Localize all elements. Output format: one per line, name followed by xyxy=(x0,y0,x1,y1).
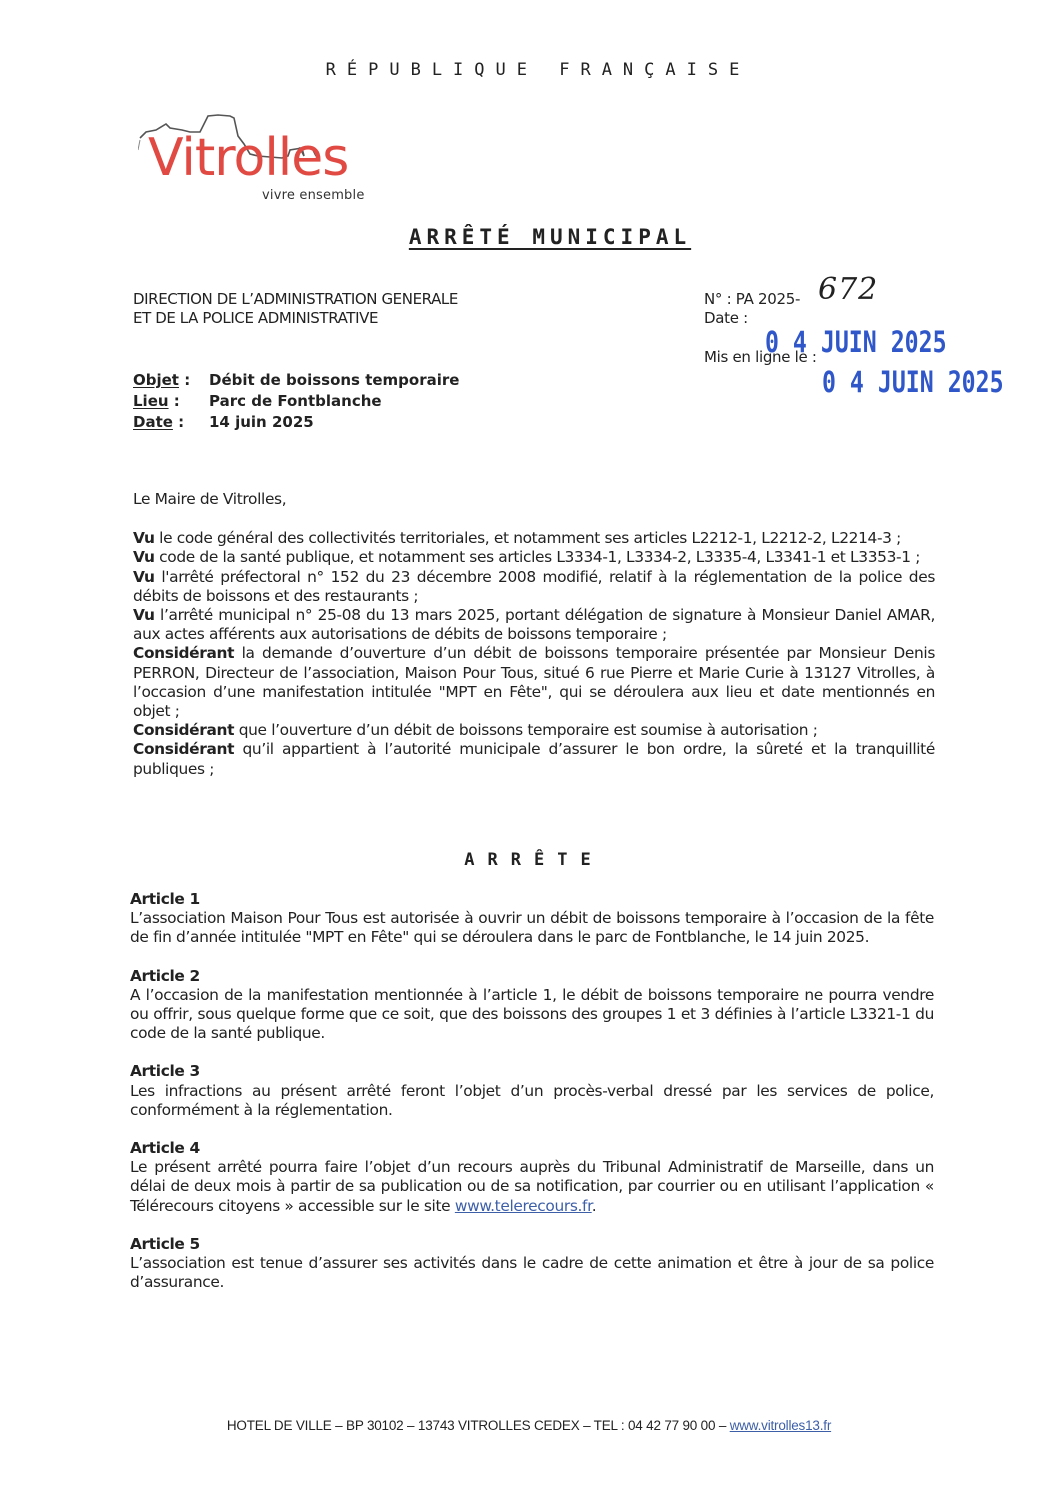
document-title xyxy=(0,225,1058,249)
article-3 xyxy=(130,1062,934,1120)
article-text-body: Le présent arrêté pourra faire l’objet d’un recours auprès du Tribunal Administratif de Marseille, dans un délai de deux mois à partir de sa publication ou de sa notification, par courrier ou en utilisant l’application « Télérecours citoyens » accessible sur le site xyxy=(130,1158,934,1215)
preamble-item xyxy=(133,606,935,644)
article-text: A l’occasion de la manifestation mentionnée à l’article 1, le débit de boissons temporaire ne pourra vendre ou offrir, sous quelque forme que ce soit, que des boissons des groupes 1 et 3 définies à l’article L3321-1 du code de la santé publique. xyxy=(130,985,934,1043)
preamble-item xyxy=(133,568,935,606)
online-date-label: Mis en ligne le : xyxy=(704,348,817,366)
online-date-stamp: 0 4 JUIN 2025 xyxy=(822,365,1004,399)
preamble-item xyxy=(133,548,935,567)
preamble-lead: Vu xyxy=(133,529,155,548)
republique-francaise-heading: RÉPUBLIQUE FRANÇAISE xyxy=(325,60,751,80)
direction-line-1: DIRECTION DE L’ADMINISTRATION GENERALE xyxy=(133,290,458,308)
article-4 xyxy=(130,1139,934,1216)
vitrolles-website-link[interactable]: www.vitrolles13.fr xyxy=(729,1418,832,1433)
handwritten-number: 672 xyxy=(818,272,879,307)
article-text: Les infractions au présent arrêté feront l’objet d’un procès-verbal dressé par les services de police, conformément à la réglementation. xyxy=(130,1081,934,1119)
preamble-text: le code général des collectivités territoriales, et notamment ses articles L2212-1, L2212-2, L2214-3 ; xyxy=(154,529,901,548)
lieu-value: Parc de Fontblanche xyxy=(209,392,382,410)
article-5 xyxy=(130,1235,934,1293)
date-stamp: 0 4 JUIN 2025 xyxy=(765,325,947,359)
reference-block xyxy=(704,290,800,328)
preamble-text: la demande d’ouverture d’un débit de boissons temporaire présentée par Monsieur Denis PERRON, Directeur de l’association, Maison Pour Tous, situé 6 rue Pierre et Marie Curie à 13127 Vitrolles, à l’occasion d’une manifestation intitulée "MPT en Fête", qui se déroulera aux lieu et date mentionnés en objet ; xyxy=(133,644,935,721)
preamble xyxy=(133,490,935,779)
preamble-text: code de la santé publique, et notamment ses articles L3334-1, L3334-2, L3335-4, L3341-1 et L3353-1 ; xyxy=(154,548,921,567)
objet-label: Objet xyxy=(133,371,179,389)
logo-tagline: vivre ensemble xyxy=(262,188,365,203)
date-label: Date xyxy=(133,413,173,431)
footer xyxy=(0,1418,1058,1433)
greeting: Le Maire de Vitrolles, xyxy=(133,490,287,508)
preamble-text: que l’ouverture d’un débit de boissons temporaire est soumise à autorisation ; xyxy=(234,721,818,740)
reference-number-label: N° : PA 2025- xyxy=(704,290,801,308)
articles xyxy=(130,890,934,1311)
article-1 xyxy=(130,890,934,948)
preamble-text: l’arrêté municipal n° 25-08 du 13 mars 2025, portant délégation de signature à Monsieur Daniel AMAR, aux actes afférents aux autorisations de débits de boissons temporaire ; xyxy=(133,606,935,644)
article-text: L’association Maison Pour Tous est autorisée à ouvrir un débit de boissons temporaire à l’occasion de la fête de fin d’année intitulée "MPT en Fête" qui se déroulera dans le parc de Fontblanche, le 14 juin 2025. xyxy=(130,909,934,947)
arrete-heading: ARRÊTE xyxy=(464,850,604,870)
objet-row xyxy=(133,370,459,391)
preamble-lead: Vu xyxy=(133,567,155,586)
lieu-sep: : xyxy=(173,392,180,410)
vitrolles-logo xyxy=(138,110,398,210)
preamble-item xyxy=(133,529,935,548)
preamble-item xyxy=(133,721,935,740)
preamble-text: qu’il appartient à l’autorité municipale d’assurer le bon ordre, la sûreté et la tranquillité publiques ; xyxy=(133,740,935,778)
article-text-end: . xyxy=(591,1196,597,1215)
document-title-text: ARRÊTÉ MUNICIPAL xyxy=(408,225,692,249)
preamble-lead: Considérant xyxy=(133,721,235,740)
preamble-lead: Considérant xyxy=(133,644,235,663)
article-2 xyxy=(130,967,934,1044)
telerecours-link[interactable]: www.telerecours.fr xyxy=(454,1196,592,1215)
preamble-lead: Vu xyxy=(133,548,155,567)
preamble-lead: Vu xyxy=(133,606,155,625)
direction-block xyxy=(133,290,458,328)
article-text: L’association est tenue d’assurer ses activités dans le cadre de cette animation et être à jour de sa police d’assurance. xyxy=(130,1254,934,1292)
date-sep: : xyxy=(178,413,185,431)
preamble-text: l'arrêté préfectoral n° 152 du 23 décembre 2008 modifié, relatif à la réglementation de la police des débits de boissons et des restaurants ; xyxy=(133,567,935,605)
preamble-item xyxy=(133,740,935,778)
article-title: Article 3 xyxy=(130,1062,200,1081)
article-title: Article 2 xyxy=(130,966,200,985)
date-value: 14 juin 2025 xyxy=(209,413,314,431)
lieu-row xyxy=(133,391,459,412)
reference-date-label: Date : xyxy=(704,309,748,327)
article-title: Article 1 xyxy=(130,890,200,908)
lieu-label: Lieu xyxy=(133,392,169,410)
preamble-item xyxy=(133,644,935,721)
date-row xyxy=(133,412,459,433)
article-title: Article 5 xyxy=(130,1234,200,1253)
article-text xyxy=(130,1158,934,1216)
article-title: Article 4 xyxy=(130,1139,200,1158)
direction-line-2: ET DE LA POLICE ADMINISTRATIVE xyxy=(133,309,379,327)
logo-wordmark: Vitrolles xyxy=(148,128,349,188)
preamble-lead: Considérant xyxy=(133,740,235,759)
footer-address: HOTEL DE VILLE – BP 30102 – 13743 VITROLLES CEDEX – TEL : 04 42 77 90 00 – xyxy=(226,1418,730,1433)
objet-sep: : xyxy=(184,371,191,389)
objet-value: Débit de boissons temporaire xyxy=(209,371,460,389)
subject-block xyxy=(133,370,459,433)
